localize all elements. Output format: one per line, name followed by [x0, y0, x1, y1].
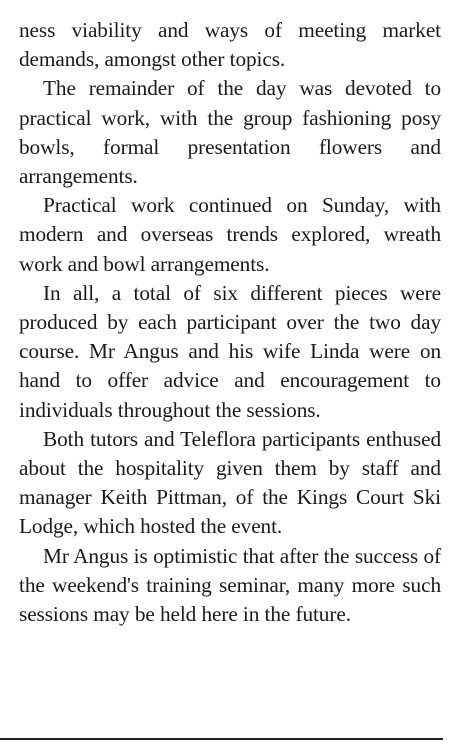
paragraph-hospitality: Both tutors and Teleflora participants enthused about the hospitality given them by staff and manager Keith Pittman, of the Kings Court Ski Lodge, which hosted the event. — [19, 426, 441, 539]
bottom-rule — [0, 738, 443, 740]
paragraph-optimistic: Mr Angus is optimistic that after the success of the weekend's training seminar, many more such sessions may be held here in the future. — [19, 543, 441, 627]
article-column — [19, 16, 441, 629]
paragraph-pieces-produced: In all, a total of six different pieces were produced by each participant over the two day course. Mr Angus and his wife Linda were on hand to offer advice and encouragement to individuals throughout the sessions. — [19, 280, 441, 422]
paragraph-sunday: Practical work continued on Sunday, with modern and overseas trends explored, wreath work and bowl arrangements. — [19, 193, 441, 276]
paragraph-practical-work: The remainder of the day was devoted to practical work, with the group fashioning posy bowls, formal presentation flowers and arrangements. — [19, 76, 441, 189]
paragraph-continued: ness viability and ways of meeting market demands, amongst other topics. — [19, 18, 441, 72]
